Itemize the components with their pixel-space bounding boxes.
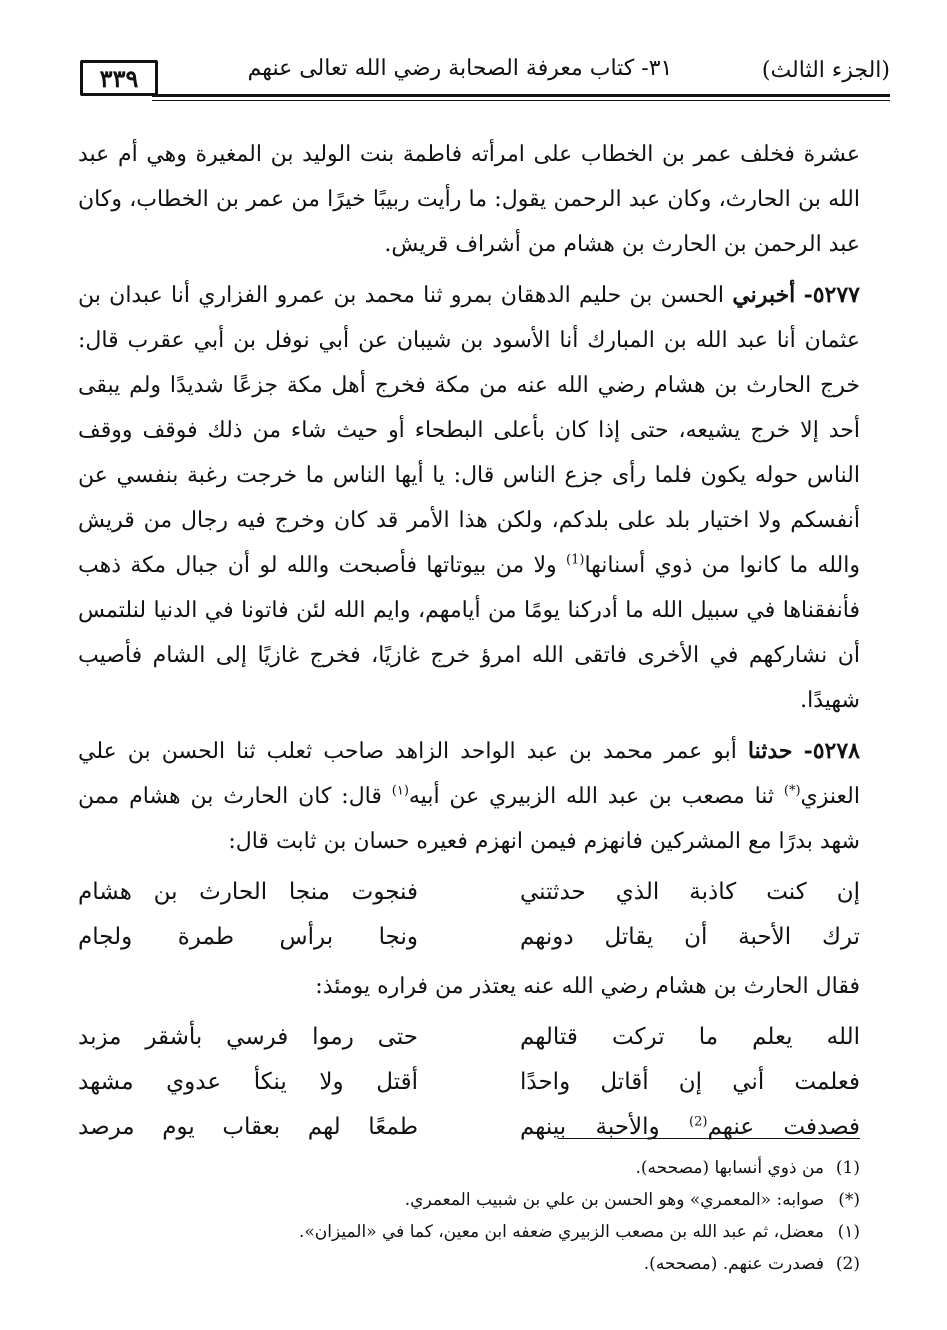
hadith-text: أبو عمر محمد بن عبد الواحد الزاهد صاحب ثعلب ثنا الحسن بن علي العنزي — [78, 739, 860, 809]
first-hemistich: ترك الأحبة أن يقاتل دونهم — [520, 924, 860, 950]
footnote-text: صوابه: «المعمري» وهو الحسن بن علي بن شبيب المعمري. — [404, 1190, 824, 1210]
first-hemistich: إن كنت كاذبة الذي حدثتني — [520, 879, 860, 905]
poem-verse — [78, 1105, 860, 1150]
footnote-ref: (2) — [689, 1114, 708, 1130]
poem-verse — [78, 1015, 860, 1060]
hadith-lead-word: أخبرني — [732, 282, 796, 308]
footnote-text: فصدرت عنهم. (مصححه). — [643, 1254, 824, 1274]
footnote — [78, 1184, 860, 1216]
footnote-mark: (2) — [835, 1254, 860, 1274]
poem-hassan — [78, 870, 860, 960]
second-hemistich: أقتل ولا ينكأ عدوي مشهد — [78, 1069, 418, 1095]
footnote-separator — [558, 1138, 860, 1139]
hemistich-part: فصدفت عنهم — [707, 1114, 861, 1140]
footnote-text: معضل، ثم عبد الله بن مصعب الزبيري ضعفه ابن معين، كما في «الميزان». — [298, 1222, 824, 1242]
chapter-title: ٣١- كتاب معرفة الصحابة رضي الله تعالى عنهم — [247, 56, 673, 81]
first-hemistich — [520, 1105, 860, 1150]
poem-harith — [78, 1015, 860, 1150]
paragraph-continuation: عشرة فخلف عمر بن الخطاب على امرأته فاطمة بنت الوليد بن المغيرة وهي أم عبد الله بن الحارث، وكان عبد الرحمن يقول: ما رأيت ربيبًا خيرًا من عمر بن الخطاب، وكان عبد الرحمن بن الحارث بن هشام من أشراف قريش. — [78, 142, 860, 257]
volume-label: (الجزء الثالث) — [761, 58, 890, 83]
hadith-number: ٥٢٧٧- — [803, 282, 860, 308]
footnote — [78, 1248, 860, 1280]
footnote — [78, 1152, 860, 1184]
second-hemistich: حتى رموا فرسي بأشقر مزبد — [78, 1024, 418, 1050]
hadith-text: قال: كان الحارث بن هشام ممن شهد بدرًا مع المشركين فانهزم فيمن انهزم فعيره حسان بن ثابت قال: — [78, 784, 860, 854]
hadith-number: ٥٢٧٨- — [803, 738, 860, 764]
footnotes — [78, 1152, 860, 1280]
header-rule-thin — [152, 100, 890, 101]
footnote-mark: (*) — [838, 1190, 860, 1210]
hemistich-part: والأحبة بينهم — [520, 1114, 660, 1140]
footnote — [78, 1216, 860, 1248]
header-rule-thick — [152, 94, 890, 97]
first-hemistich: فعلمت أني إن أقاتل واحدًا — [520, 1069, 860, 1095]
hadith-5277 — [78, 273, 860, 723]
poem-verse — [78, 915, 860, 960]
footnote-ref: (*) — [783, 783, 801, 799]
hadith-5278 — [78, 729, 860, 864]
page-header — [80, 52, 890, 98]
footnote-ref: (١) — [391, 783, 409, 799]
main-text — [78, 132, 860, 1154]
first-hemistich: الله يعلم ما تركت قتالهم — [520, 1024, 860, 1050]
second-hemistich: ونجا برأس طمرة ولجام — [78, 924, 418, 950]
footnote-text: من ذوي أنسابها (مصححه). — [635, 1158, 824, 1178]
narration-line: فقال الحارث بن هشام رضي الله عنه يعتذر من فراره يومئذ: — [315, 974, 860, 999]
second-hemistich: طمعًا لهم بعقاب يوم مرصد — [78, 1114, 418, 1140]
footnote-mark: (1) — [835, 1158, 860, 1178]
poem-verse — [78, 870, 860, 915]
poem-verse — [78, 1060, 860, 1105]
footnote-mark: (١) — [837, 1222, 860, 1242]
hadith-text: ولا من بيوتاتها فأصبحت والله لو أن جبال مكة ذهب فأنفقناها في سبيل الله ما أدركنا يومًا من أيامهم، وايم الله لئن فاتونا في الدنيا لنلتمس أن نشاركهم في الأخرى فاتقى الله امرؤ خرج غازيًا، فخرج غازيًا إلى الشام فأصيب شهيدًا. — [78, 553, 860, 713]
hadith-lead-word: حدثنا — [747, 738, 793, 764]
second-hemistich: فنجوت منجا الحارث بن هشام — [78, 879, 418, 905]
footnote-ref: (1) — [566, 552, 585, 568]
page-number: ٣٣٩ — [80, 60, 158, 96]
hadith-text: ثنا مصعب بن عبد الله الزبيري عن أبيه — [408, 784, 775, 809]
hadith-text: الحسن بن حليم الدهقان بمرو ثنا محمد بن عمرو الفزاري أنا عبدان بن عثمان أنا عبد الله بن المبارك أنا الأسود بن شيبان عن أبي نوفل بن أبي عقرب قال: خرج الحارث بن هشام رضي الله عنه من مكة فخرج أهل مكة جزعًا شديدًا ولم يبقى أحد إلا خرج يشيعه، حتى إذا كان بأعلى البطحاء أو حيث شاء من ذلك فوقف ووقف الناس حوله يكون فلما رأى جزع الناس قال: يا أيها الناس ما خرجت رغبة بنفسي عن أنفسكم ولا اختيار بلد على بلدكم، ولكن هذا الأمر قد كان وخرج فيه رجال من قريش والله ما كانوا من ذوي أسنانها — [78, 283, 861, 578]
